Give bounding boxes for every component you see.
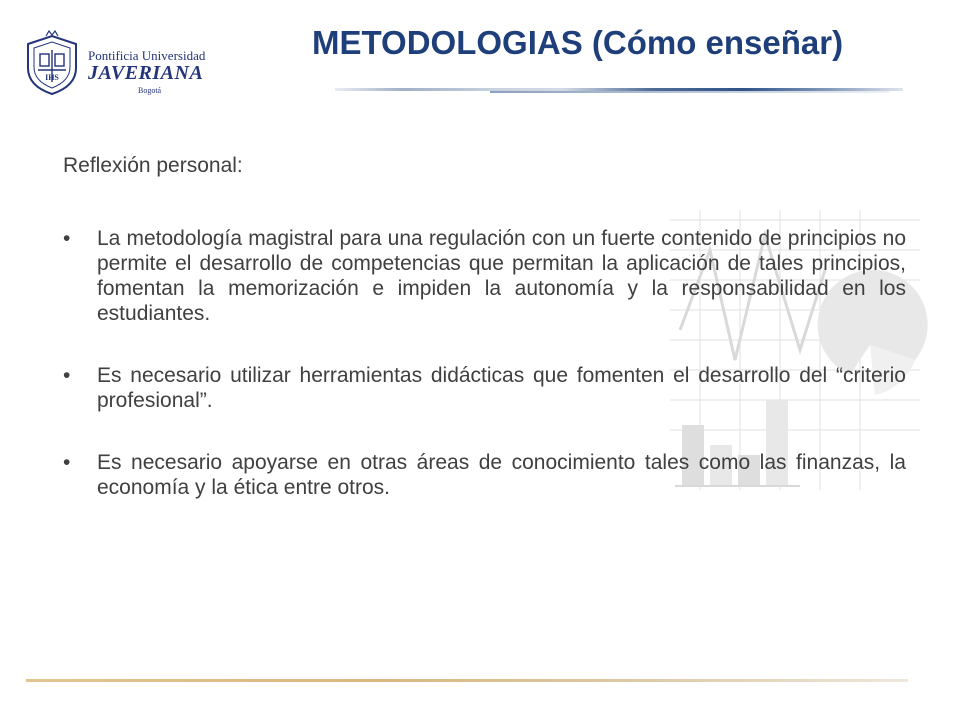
bullet-text: Es necesario utilizar herramientas didácticas que fomenten el desarrollo del “criterio profesional”. <box>97 364 906 412</box>
logo-line-2: JAVERIANA <box>88 62 204 84</box>
university-logo <box>22 30 212 98</box>
bullet-list <box>63 226 906 500</box>
slide-title: METODOLOGIAS (Cómo enseñar) <box>312 24 844 61</box>
logo-line-1: Pontificia Universidad <box>88 48 206 63</box>
bullet-item <box>63 363 906 413</box>
bullet-marker: • <box>63 451 71 474</box>
bullet-item <box>63 226 906 326</box>
bullet-text: La metodología magistral para una regulación con un fuerte contenido de principios no permite el desarrollo de competencias que permitan la aplicación de tales principios, fomentan la memorización e impiden la autonomía y la responsabilidad en los estudiantes. <box>97 227 906 325</box>
title-underline-shadow <box>490 91 890 93</box>
university-shield-icon <box>22 30 82 96</box>
footer-rule <box>26 679 908 682</box>
subtitle: Reflexión personal: <box>63 154 243 177</box>
svg-text:IHS: IHS <box>45 73 59 82</box>
bullet-text: Es necesario apoyarse en otras áreas de conocimiento tales como las finanzas, la economía y la ética entre otros. <box>97 451 906 499</box>
bullet-item <box>63 450 906 500</box>
bullet-marker: • <box>63 364 71 387</box>
bullet-marker: • <box>63 227 71 250</box>
logo-line-3: Bogotá <box>138 86 162 95</box>
